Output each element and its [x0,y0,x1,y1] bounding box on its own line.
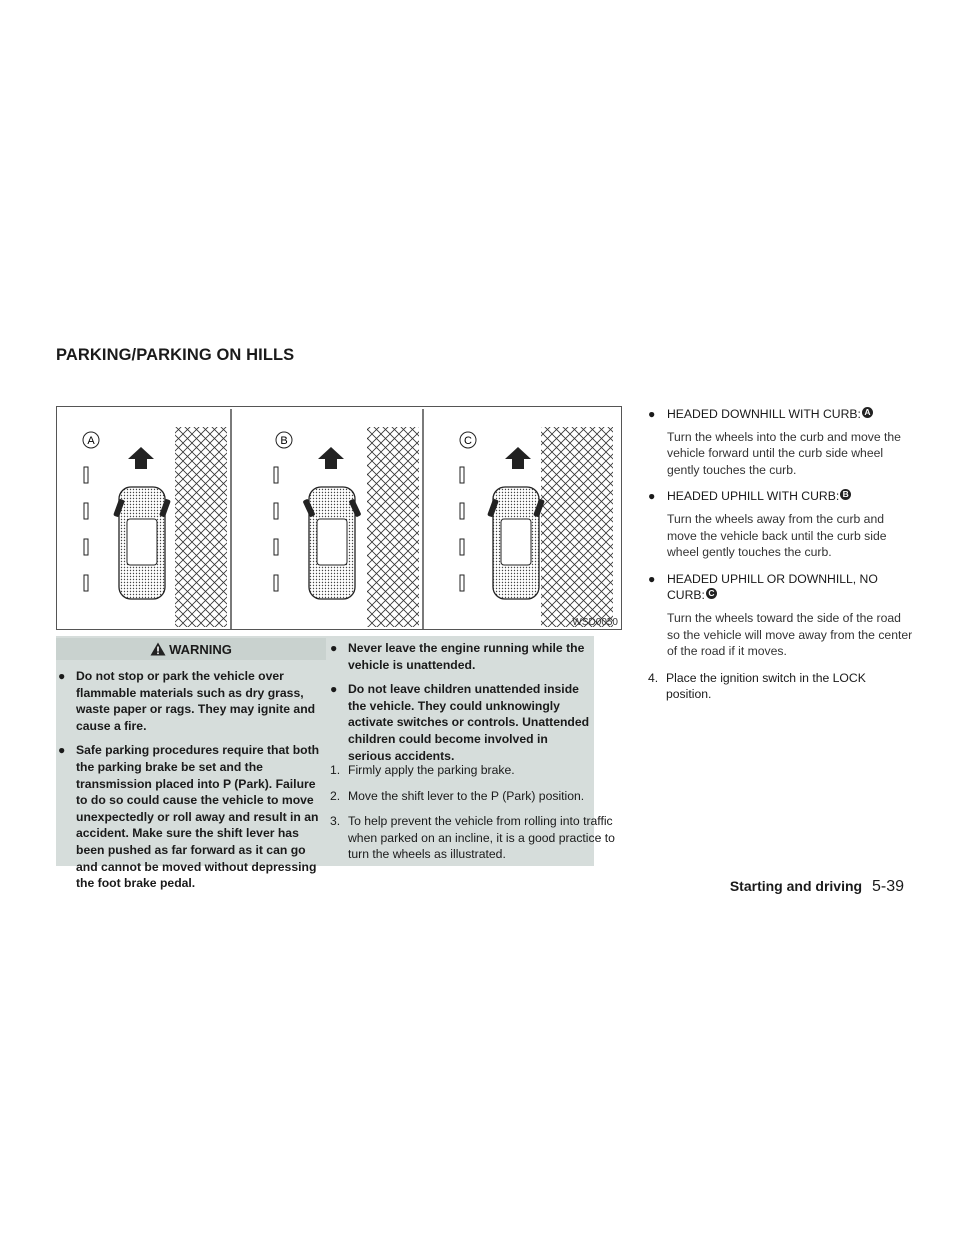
car-icon [487,487,545,599]
step-item [648,670,914,703]
marker-c: C [706,588,717,599]
car-icon [113,487,171,599]
bullet: ● [648,489,656,504]
bullet: ● [330,641,338,655]
warning-text: Do not leave children unattended inside the vehicle. They could unknowingly activate switches or controls. Unattended children could become involved in serious accidents. [348,682,590,763]
warning-item [330,640,592,673]
step-text: Place the ignition switch in the LOCK position. [666,670,866,702]
warning-column-1 [58,668,322,900]
bullet: ● [648,407,656,421]
step-number: 1. [330,763,341,777]
arrow-up-icon [505,447,531,469]
arrow-up-icon [318,447,344,469]
step-item [330,762,622,779]
section-title: PARKING/PARKING ON HILLS [56,346,295,364]
conditions-column [648,406,914,709]
condition-text: Turn the wheels toward the side of the road so the vehicle will move away from the center of the road if it moves. [667,610,913,659]
car-icon [302,487,361,599]
step-item [330,788,622,805]
step-number: 3. [330,814,341,829]
page-footer [730,878,904,896]
fig-label-c: C [464,435,472,447]
panel-a [83,409,231,629]
warning-title: WARNING [169,641,232,657]
step-text: Move the shift lever to the P (Park) position. [348,788,585,803]
step-item [330,813,622,863]
warning-text: Do not stop or park the vehicle over flammable materials such as dry grass, waste paper or rags. They may ignite and cause a fire. [76,669,316,733]
warning-item [330,681,592,764]
arrow-up-icon [128,447,154,469]
figure-code: WSD0050 [572,617,618,628]
step-number: 4. [648,670,659,685]
step-number: 2. [330,788,341,803]
steps-list [330,762,622,872]
bullet: ● [648,571,656,586]
parking-diagram [57,407,623,631]
condition-title: ● HEADED UPHILL OR DOWNHILL, NO CURB: C [648,571,878,603]
bullet: ● [330,682,338,697]
step-text: To help prevent the vehicle from rolling into traffic when parked on an incline, it is a good practice to turn the wheels as illustrated. [348,814,615,862]
warning-item [58,742,322,891]
marker-b: B [840,489,851,500]
panel-c [460,427,613,627]
page-number: 5-39 [871,878,904,895]
step-text: Firmly apply the parking brake. [348,763,515,777]
footer-section: Starting and driving [729,878,863,894]
warning-triangle-icon [150,642,166,656]
bullet: ● [58,743,66,758]
parking-illustration [56,406,622,630]
warning-header [56,638,326,660]
bullet: ● [58,669,66,683]
condition-text: Turn the wheels into the curb and move the vehicle forward until the curb side wheel gently touches the curb. [667,429,901,477]
warning-text: Never leave the engine running while the vehicle is unattended. [348,641,585,672]
panel-b [274,409,423,629]
condition-text: Turn the wheels away from the curb and move the vehicle back until the curb side wheel gently touches the curb. [667,511,887,560]
condition-title: ● HEADED UPHILL WITH CURB: B [648,488,914,505]
marker-a: A [862,407,873,418]
warning-item [58,668,322,734]
warning-text: Safe parking procedures require that both the parking brake be set and the transmission placed into P (Park). Failure to do so could cause the vehicle to move unexpectedly or roll away and result in an accident. Make sure the shift lever has been pushed as far forward as it can go and cannot be moved without depressing the foot brake pedal. [76,743,320,891]
condition-title: ● HEADED DOWNHILL WITH CURB: A [648,406,914,423]
fig-label-a: A [87,435,95,447]
warning-column-2 [330,640,592,772]
fig-label-b: B [280,435,288,447]
